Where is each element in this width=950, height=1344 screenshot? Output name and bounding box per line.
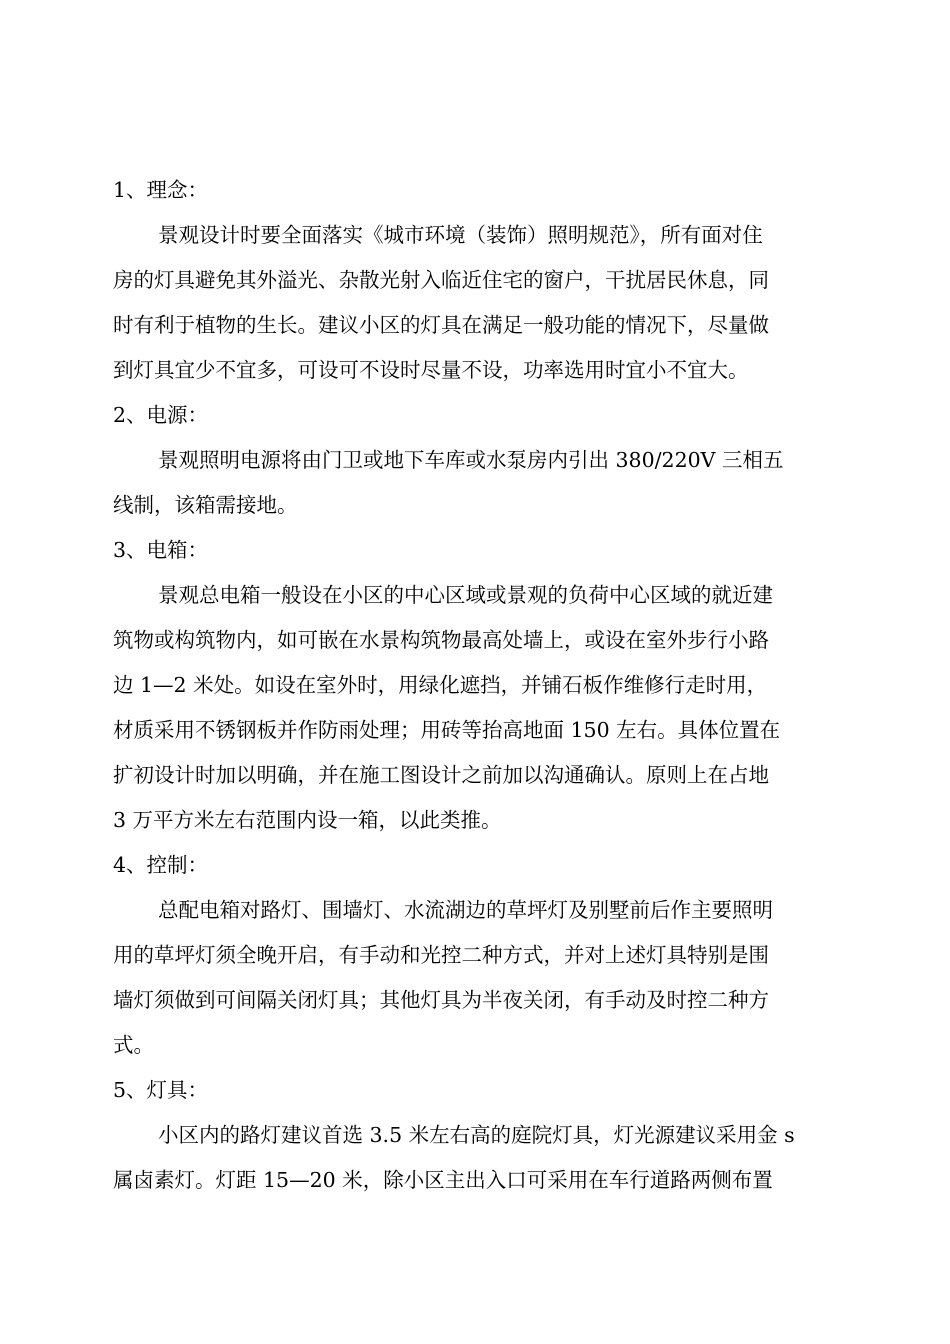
section-heading: 2、电源： [113,403,209,427]
paragraph-line: 用的草坪灯须全晚开启，有手动和光控二种方式，并对上述灯具特别是围 [113,943,769,967]
paragraph-line: 总配电箱对路灯、围墙灯、水流湖边的草坪灯及别墅前后作主要照明 [158,898,773,922]
section-heading: 5、灯具： [113,1078,209,1102]
section-paragraph [113,573,839,843]
section-concept [113,168,839,393]
paragraph-line: 小区内的路灯建议首选 3.5 米左右高的庭院灯具，灯光源建议采用金 s [158,1123,795,1147]
paragraph-line: 筑物或构筑物内，如可嵌在水景构筑物最高处墙上，或设在室外步行小路 [113,628,769,652]
paragraph-line: 线制，该箱需接地。 [113,493,298,517]
section-paragraph [113,213,839,393]
paragraph-line: 3 万平方米左右范围内设一箱，以此类推。 [113,808,502,832]
section-paragraph [113,438,839,528]
section-control [113,843,839,1068]
paragraph-line: 扩初设计时加以明确，并在施工图设计之前加以沟通确认。原则上在占地 [113,763,769,787]
paragraph-line: 式。 [113,1033,154,1057]
section-heading: 4、控制： [113,853,209,877]
paragraph-line: 属卤素灯。灯距 15—20 米，除小区主出入口可采用在车行道路两侧布置 [113,1168,773,1192]
section-heading: 1、理念： [113,178,209,202]
section-paragraph [113,888,839,1068]
section-paragraph [113,1113,839,1203]
section-power [113,393,839,528]
section-lamps [113,1068,839,1203]
section-heading: 3、电箱： [113,538,209,562]
paragraph-line: 景观照明电源将由门卫或地下车库或水泵房内引出 380/220V 三相五 [158,448,784,472]
paragraph-line: 景观设计时要全面落实《城市环境（装饰）照明规范》，所有面对住 [158,223,763,247]
paragraph-line: 景观总电箱一般设在小区的中心区域或景观的负荷中心区域的就近建 [158,583,773,607]
paragraph-line: 房的灯具避免其外溢光、杂散光射入临近住宅的窗户，干扰居民休息，同 [113,268,769,292]
document-page [113,168,839,1203]
section-electric-box [113,528,839,843]
paragraph-line: 材质采用不锈钢板并作防雨处理；用砖等抬高地面 150 左右。具体位置在 [113,718,781,742]
paragraph-line: 墙灯须做到可间隔关闭灯具；其他灯具为半夜关闭，有手动及时控二种方 [113,988,769,1012]
paragraph-line: 边 1—2 米处。如设在室外时，用绿化遮挡，并铺石板作维修行走时用， [113,673,768,697]
paragraph-line: 时有利于植物的生长。建议小区的灯具在满足一般功能的情况下，尽量做 [113,313,769,337]
paragraph-line: 到灯具宜少不宜多，可设可不设时尽量不设，功率选用时宜小不宜大。 [113,358,749,382]
